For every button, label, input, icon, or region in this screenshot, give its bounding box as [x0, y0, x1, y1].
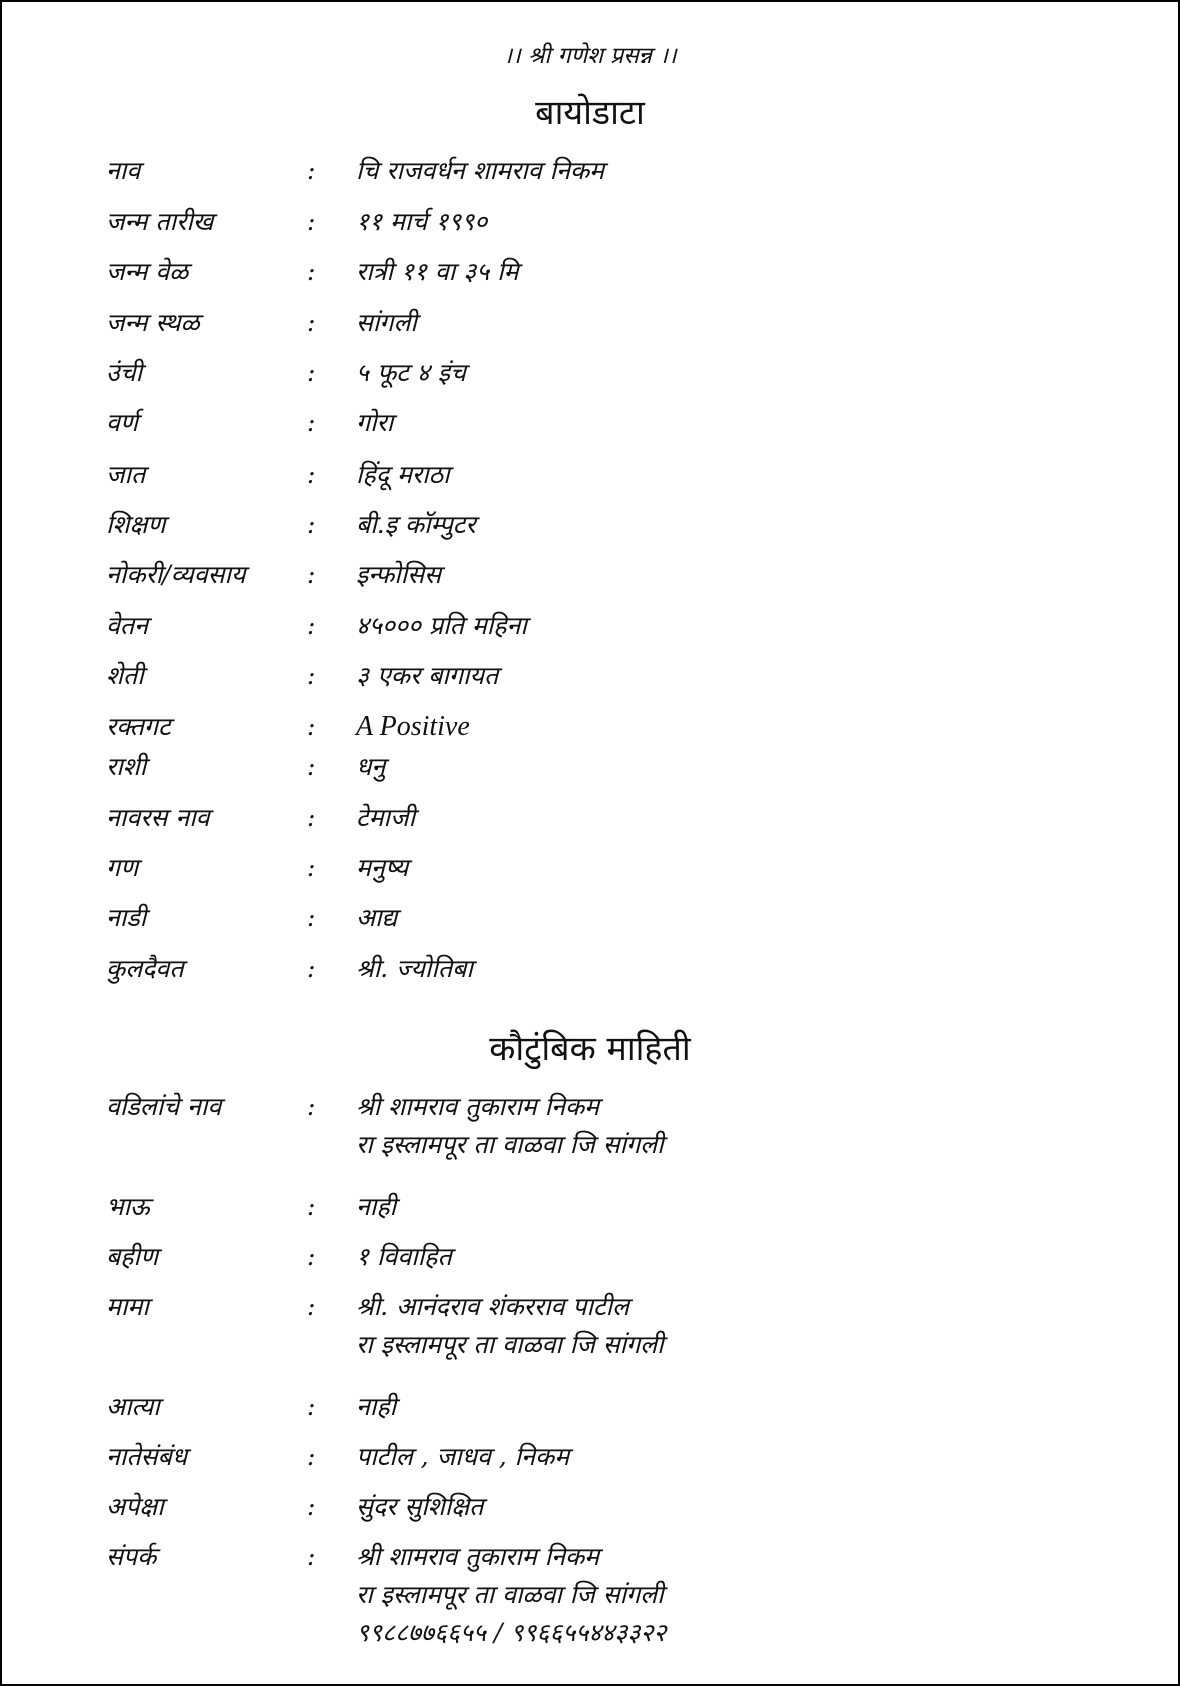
family-detail-value-line: श्री शामराव तुकाराम निकम: [356, 1542, 600, 1571]
personal-detail-value: ५ फूट ४ इंच: [356, 358, 466, 387]
separator-colon: :: [307, 1492, 316, 1521]
personal-detail-value: ३ एकर बागायत: [356, 661, 499, 690]
personal-detail-value: रात्री ११ वा ३५ मि: [356, 257, 519, 286]
separator-colon: :: [307, 156, 316, 185]
separator-colon: :: [307, 257, 316, 286]
personal-detail-label: नोकरी/व्यवसाय: [106, 560, 246, 589]
personal-detail-value: मनुष्य: [356, 853, 409, 882]
personal-detail-label: नावरस नाव: [106, 803, 210, 832]
family-detail-value-line: ९९८८७७६६५५ / ९९६६५५४४३३२२: [356, 1618, 667, 1647]
personal-detail-value: हिंदू मराठा: [356, 460, 450, 489]
personal-detail-label: नाडी: [106, 903, 147, 932]
family-detail-value: [356, 1088, 664, 1164]
family-detail-value-line: १ विवाहित: [356, 1242, 452, 1271]
invocation-heading: ।। श्री गणेश प्रसन्न ।।: [503, 43, 677, 69]
separator-colon: :: [307, 510, 316, 539]
personal-detail-label: जात: [106, 460, 146, 489]
separator-colon: :: [307, 560, 316, 589]
personal-detail-value: टेमाजी: [356, 803, 416, 832]
separator-colon: :: [307, 408, 316, 437]
family-detail-value-line: रा इस्लामपूर ता वाळवा जि सांगली: [356, 1580, 664, 1609]
personal-detail-value: चि राजवर्धन शामराव निकम: [356, 156, 605, 185]
family-detail-label: मामा: [106, 1292, 149, 1321]
family-detail-value-line: रा इस्लामपूर ता वाळवा जि सांगली: [356, 1330, 664, 1359]
personal-detail-label: कुलदैवत: [106, 954, 184, 983]
family-detail-value: [356, 1238, 452, 1276]
personal-detail-label: शेती: [106, 661, 144, 690]
personal-detail-value: A Positive: [356, 711, 470, 742]
separator-colon: :: [307, 661, 316, 690]
family-detail-label: भाऊ: [106, 1192, 150, 1221]
separator-colon: :: [307, 1242, 316, 1271]
personal-detail-label: उंची: [106, 358, 143, 387]
separator-colon: :: [307, 1292, 316, 1321]
separator-colon: :: [307, 954, 316, 983]
personal-detail-value: सांगली: [356, 308, 417, 337]
separator-colon: :: [307, 207, 316, 236]
separator-colon: :: [307, 803, 316, 832]
separator-colon: :: [307, 358, 316, 387]
personal-detail-label: जन्म स्थळ: [106, 308, 200, 337]
family-info-title: कौटुंबिक माहिती: [489, 1029, 691, 1069]
biodata-title: बायोडाटा: [535, 93, 645, 133]
separator-colon: :: [307, 1392, 316, 1421]
family-detail-value: [356, 1288, 664, 1364]
separator-colon: :: [307, 853, 316, 882]
family-detail-value-line: नाही: [356, 1392, 397, 1421]
personal-detail-value: श्री. ज्योतिबा: [356, 954, 473, 983]
separator-colon: :: [307, 308, 316, 337]
separator-colon: :: [307, 752, 316, 781]
separator-colon: :: [307, 611, 316, 640]
personal-detail-value: ४५००० प्रति महिना: [356, 611, 527, 640]
family-detail-value-line: श्री. आनंदराव शंकरराव पाटील: [356, 1292, 629, 1321]
personal-detail-label: राशी: [106, 752, 147, 781]
personal-detail-value: धनु: [356, 752, 386, 781]
family-detail-value-line: रा इस्लामपूर ता वाळवा जि सांगली: [356, 1130, 664, 1159]
family-detail-value: [356, 1188, 396, 1226]
personal-detail-value: इन्फोसिस: [356, 560, 442, 589]
family-detail-value-line: पाटील , जाधव , निकम: [356, 1442, 570, 1471]
family-detail-label: बहीण: [106, 1242, 159, 1271]
separator-colon: :: [307, 1542, 316, 1571]
personal-detail-label: जन्म वेळ: [106, 257, 189, 286]
family-detail-label: अपेक्षा: [106, 1492, 164, 1521]
family-detail-value: [356, 1388, 396, 1426]
family-detail-value: [356, 1538, 666, 1652]
personal-detail-label: रक्तगट: [106, 712, 171, 741]
personal-detail-value: गोरा: [356, 408, 394, 437]
family-detail-label: संपर्क: [106, 1542, 157, 1571]
family-detail-value: [356, 1488, 483, 1526]
family-detail-value-line: नाही: [356, 1192, 397, 1221]
personal-detail-label: वर्ण: [106, 408, 138, 437]
personal-detail-label: वेतन: [106, 611, 149, 640]
personal-detail-label: गण: [106, 853, 139, 882]
separator-colon: :: [307, 460, 316, 489]
personal-detail-value: ११ मार्च १९९०: [356, 207, 488, 236]
separator-colon: :: [307, 1092, 316, 1121]
family-detail-label: आत्या: [106, 1392, 160, 1421]
family-detail-label: वडिलांचे नाव: [106, 1092, 222, 1121]
family-detail-value-line: सुंदर सुशिक्षित: [356, 1492, 484, 1521]
family-detail-value-line: श्री शामराव तुकाराम निकम: [356, 1092, 600, 1121]
separator-colon: :: [307, 1192, 316, 1221]
personal-detail-value: बी.इ कॉम्पुटर: [356, 510, 476, 539]
separator-colon: :: [307, 903, 316, 932]
personal-detail-label: शिक्षण: [106, 510, 166, 539]
personal-detail-label: जन्म तारीख: [106, 207, 214, 236]
separator-colon: :: [307, 712, 316, 741]
family-detail-label: नातेसंबंध: [106, 1442, 188, 1471]
personal-detail-label: नाव: [106, 156, 141, 185]
separator-colon: :: [307, 1442, 316, 1471]
family-detail-value: [356, 1438, 569, 1476]
personal-detail-value: आद्य: [356, 903, 398, 932]
